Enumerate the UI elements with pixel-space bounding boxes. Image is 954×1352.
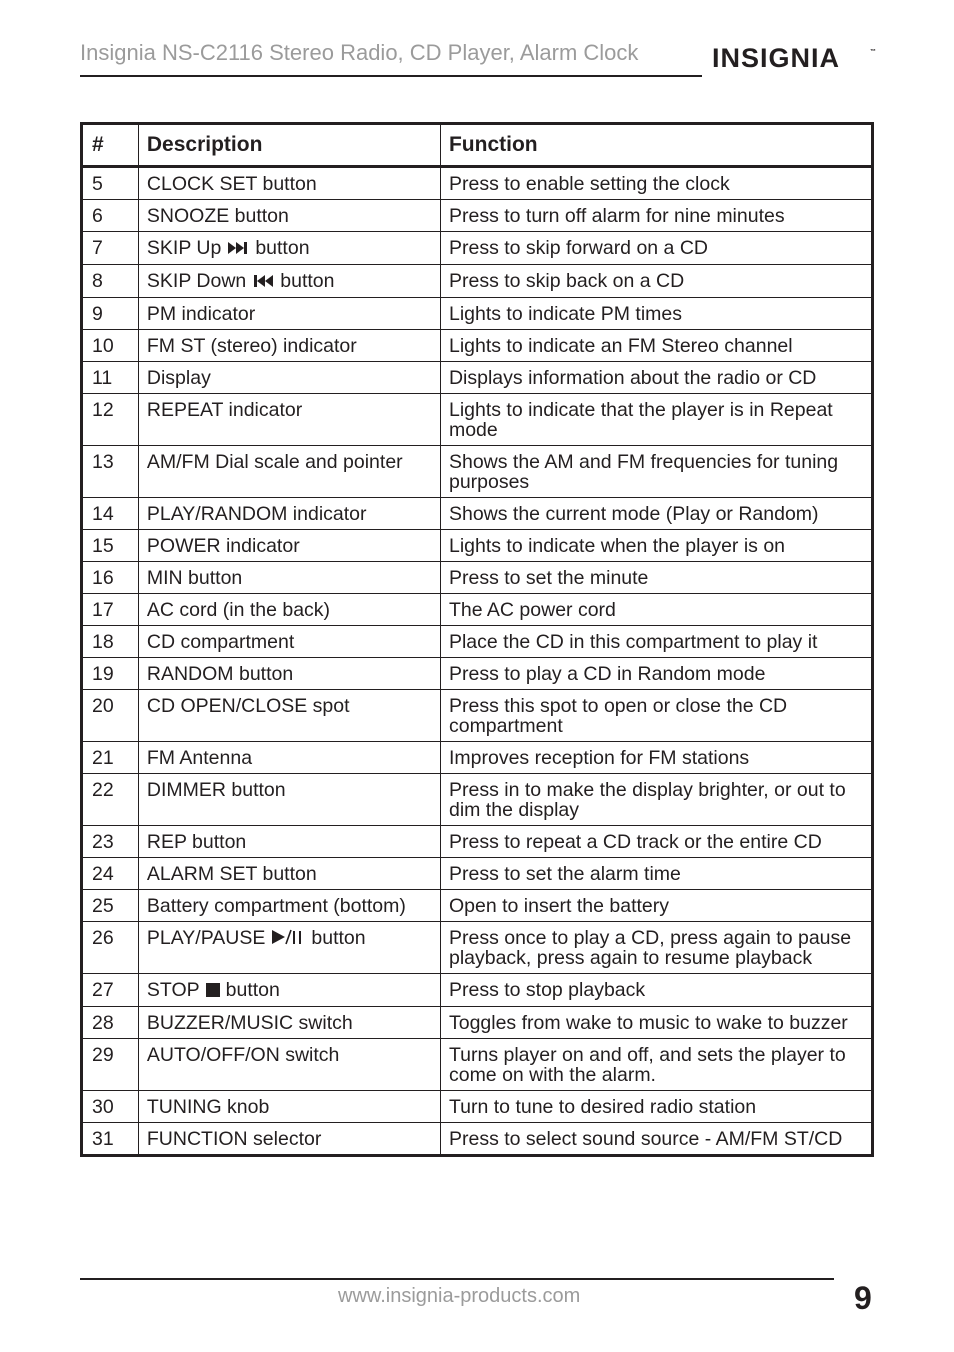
row-number: 14 [82, 497, 139, 529]
row-function: Press to enable setting the clock [440, 167, 872, 200]
row-number: 27 [82, 973, 139, 1006]
row-number: 11 [82, 361, 139, 393]
row-function: Turns player on and off, and sets the player to come on with the alarm. [440, 1038, 872, 1090]
row-description: TUNING knob [138, 1090, 440, 1122]
table-row [82, 1090, 873, 1122]
row-description [138, 973, 440, 1006]
table-row [82, 593, 873, 625]
table-row [82, 773, 873, 825]
table-row [82, 857, 873, 889]
table-row [82, 393, 873, 445]
row-function: Press in to make the display brighter, or out to dim the display [440, 773, 872, 825]
row-description: AUTO/OFF/ON switch [138, 1038, 440, 1090]
row-description: CD OPEN/CLOSE spot [138, 689, 440, 741]
skip-forward-icon [227, 239, 249, 259]
row-function: Turn to tune to desired radio station [440, 1090, 872, 1122]
row-number: 15 [82, 529, 139, 561]
row-number: 29 [82, 1038, 139, 1090]
row-number: 22 [82, 773, 139, 825]
table-row [82, 497, 873, 529]
table-row [82, 689, 873, 741]
row-function: Open to insert the battery [440, 889, 872, 921]
row-function: Lights to indicate an FM Stereo channel [440, 329, 872, 361]
description-text: STOP [146, 978, 200, 1001]
row-description: RANDOM button [138, 657, 440, 689]
table-row [82, 445, 873, 497]
row-description: REP button [138, 825, 440, 857]
document-title: Insignia NS-C2116 Stereo Radio, CD Player, Alarm Clock [80, 40, 639, 65]
row-description: Battery compartment (bottom) [138, 889, 440, 921]
row-number: 20 [82, 689, 139, 741]
row-function: Lights to indicate PM times [440, 297, 872, 329]
footer-divider [80, 1278, 834, 1280]
row-description: AM/FM Dial scale and pointer [138, 445, 440, 497]
footer-url: www.insignia-products.com [338, 1285, 581, 1307]
row-function: Shows the AM and FM frequencies for tuning purposes [440, 445, 872, 497]
row-description: BUZZER/MUSIC switch [138, 1006, 440, 1038]
stop-icon [206, 981, 220, 1001]
row-description: POWER indicator [138, 529, 440, 561]
skip-back-icon [252, 272, 274, 292]
description-text: SKIP Up [146, 237, 222, 259]
row-function: Press to select sound source - AM/FM ST/CD [440, 1122, 872, 1155]
description-text-suffix: button [311, 926, 366, 949]
row-description: PLAY/RANDOM indicator [138, 497, 440, 529]
table-row [82, 741, 873, 773]
row-number: 8 [82, 264, 139, 297]
table-row [82, 1122, 873, 1155]
table-row [82, 329, 873, 361]
table-row [82, 232, 873, 265]
row-number: 16 [82, 561, 139, 593]
row-function: Shows the current mode (Play or Random) [440, 497, 872, 529]
row-number: 9 [82, 297, 139, 329]
row-description: SNOOZE button [138, 200, 440, 232]
description-text: SKIP Down [146, 269, 247, 292]
row-description: CLOCK SET button [138, 167, 440, 200]
row-number: 17 [82, 593, 139, 625]
row-description: FM Antenna [138, 741, 440, 773]
table-body [82, 167, 873, 1156]
column-header-description: Description [138, 124, 440, 167]
row-function: Press to skip back on a CD [440, 264, 872, 297]
row-number: 25 [82, 889, 139, 921]
row-function: Lights to indicate when the player is on [440, 529, 872, 561]
description-text-suffix: button [280, 269, 335, 292]
row-number: 28 [82, 1006, 139, 1038]
component-table [80, 122, 874, 1157]
table-row [82, 973, 873, 1006]
page-number: 9 [854, 1280, 872, 1316]
row-function: Press this spot to open or close the CD compartment [440, 689, 872, 741]
row-description: AC cord (in the back) [138, 593, 440, 625]
row-number: 10 [82, 329, 139, 361]
row-number: 6 [82, 200, 139, 232]
row-description: FUNCTION selector [138, 1122, 440, 1155]
row-description [138, 264, 440, 297]
table-row [82, 625, 873, 657]
row-number: 13 [82, 445, 139, 497]
table-row [82, 297, 873, 329]
row-description [138, 232, 440, 265]
logo-trademark: ™ [870, 49, 876, 55]
row-description: DIMMER button [138, 773, 440, 825]
header-divider [80, 75, 702, 77]
row-number: 12 [82, 393, 139, 445]
row-function: Displays information about the radio or CD [440, 361, 872, 393]
row-description: Display [138, 361, 440, 393]
row-description: MIN button [138, 561, 440, 593]
table-row [82, 1006, 873, 1038]
table-row [82, 200, 873, 232]
row-function: Press to set the alarm time [440, 857, 872, 889]
row-description: CD compartment [138, 625, 440, 657]
row-description: PM indicator [138, 297, 440, 329]
row-number: 31 [82, 1122, 139, 1155]
row-number: 23 [82, 825, 139, 857]
row-function: Toggles from wake to music to wake to buzzer [440, 1006, 872, 1038]
row-description [138, 921, 440, 973]
row-function: The AC power cord [440, 593, 872, 625]
table-header-row [82, 124, 873, 167]
table-row [82, 1038, 873, 1090]
row-description: REPEAT indicator [138, 393, 440, 445]
row-description: ALARM SET button [138, 857, 440, 889]
table-row [82, 561, 873, 593]
row-number: 26 [82, 921, 139, 973]
insignia-logo [712, 43, 878, 83]
row-number: 19 [82, 657, 139, 689]
table-row [82, 264, 873, 297]
row-function: Press once to play a CD, press again to pause playback, press again to resume playback [440, 921, 872, 973]
table-row [82, 529, 873, 561]
row-number: 30 [82, 1090, 139, 1122]
table-row [82, 167, 873, 200]
row-function: Press to skip forward on a CD [440, 232, 872, 265]
row-function: Press to set the minute [440, 561, 872, 593]
description-text-suffix: button [225, 978, 280, 1001]
logo-text: INSIGNIA [712, 43, 841, 73]
row-function: Press to stop playback [440, 973, 872, 1006]
row-function: Improves reception for FM stations [440, 741, 872, 773]
table-row [82, 361, 873, 393]
row-function: Place the CD in this compartment to play it [440, 625, 872, 657]
row-number: 7 [82, 232, 139, 265]
table-row [82, 657, 873, 689]
table-row [82, 825, 873, 857]
row-function: Lights to indicate that the player is in Repeat mode [440, 393, 872, 445]
row-function: Press to play a CD in Random mode [440, 657, 872, 689]
row-number: 24 [82, 857, 139, 889]
table-row [82, 921, 873, 973]
row-function: Press to repeat a CD track or the entire CD [440, 825, 872, 857]
play-pause-icon [271, 929, 305, 949]
column-header-function: Function [440, 124, 872, 167]
row-number: 21 [82, 741, 139, 773]
table-row [82, 889, 873, 921]
column-header-number: # [82, 124, 139, 167]
row-number: 18 [82, 625, 139, 657]
description-text-suffix: button [255, 237, 310, 259]
row-description: FM ST (stereo) indicator [138, 329, 440, 361]
description-text: PLAY/PAUSE [146, 926, 266, 949]
row-number: 5 [82, 167, 139, 200]
row-function: Press to turn off alarm for nine minutes [440, 200, 872, 232]
